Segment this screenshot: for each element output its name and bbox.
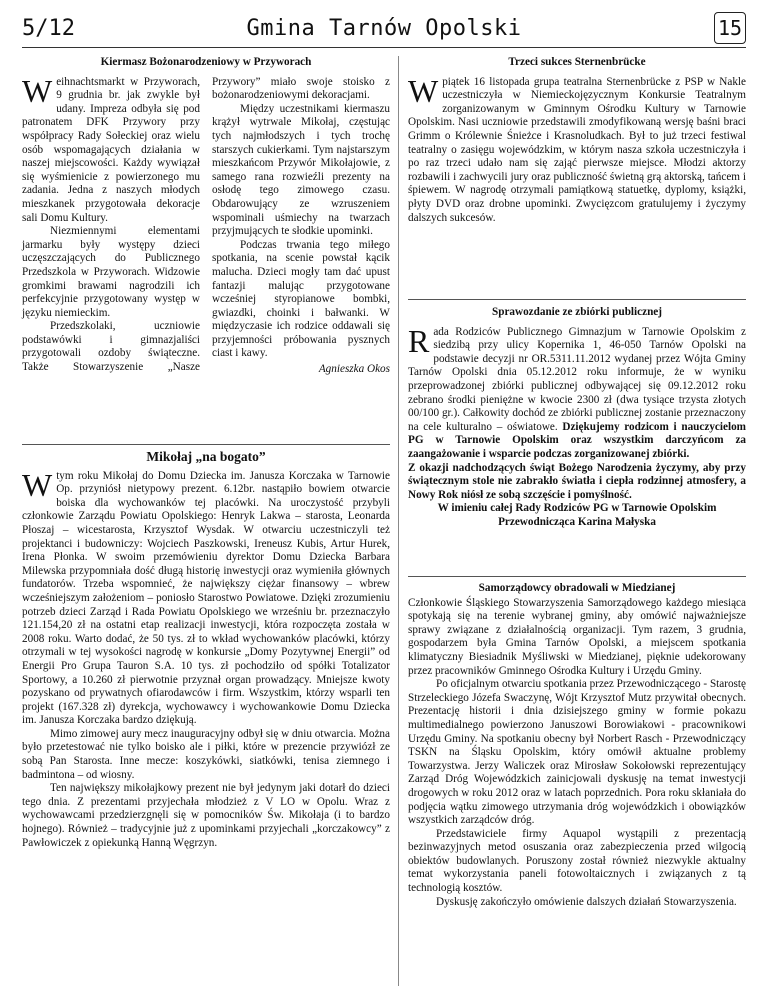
- column-divider: [398, 56, 399, 986]
- page-header: [22, 10, 746, 46]
- article-title: Trzeci sukces Sternenbrücke: [508, 56, 646, 68]
- paragraph: Niezmiennymi elementami jarmarku były występy dzieci uczęszczających do Publicznego Przedszkola w Przyworach. Widzowie gromkimi brawami nagrodzili ich perfekcyjnie przygotowany występ w języku niemieckim.: [22, 225, 200, 319]
- wishes-text: Z okazji nadchodzących świąt Bożego Narodzenia życzymy, aby przy świątecznym stole nie zabrakło światła i ciepła rodzinnej atmosfery, a Nowy Rok niósł ze sobą szczęście i pomyślność.: [408, 461, 746, 501]
- paragraph: Mimo zimowej aury mecz inauguracyjny odbył się w dniu otwarcia. Można było przetestować nie tylko boisko ale i piłki, które w prezencie przywiózł ze sobą Pan Starosta. Inne mecze: koszykówki, siatkówki, tenisa ziemnego i badmintona – od wiosny.: [22, 727, 390, 781]
- article-samorzadowcy: [408, 582, 746, 909]
- paragraph: Podczas trwania tego miłego spotkania, na scenie powstał kącik malucha. Dzieci mogły tam dać upust fantazji malując przygotowane wcześniej styropianowe bombki, gwiazdki, choinki i bałwanki. W międzyczasie ich rodzice oddawali się przyjemności próbowania pysznych ciast i kawy.: [212, 238, 390, 360]
- paragraph: Członkowie Śląskiego Stowarzyszenia Samorządowego każdego miesiąca spotykają się na terenie wybranej gminy, aby omówić najważniejsze sprawy związane z działalnością organizacji. Tym razem, 3 grudnia, gospodarzem była Gmina Tarnów Opolski, a miejscem spotkania klimatyczny Biesiadnik Myśliwski w Miedzianej, pięknie udekorowany przez pracowników Gminnego Ośrodka Kultury i Urzędu Gminy.: [408, 596, 746, 677]
- paragraph: Dyskusję zakończyło omówienie dalszych działań Stowarzyszenia.: [436, 895, 737, 908]
- article-title: Sprawozdanie ze zbiórki publicznej: [492, 306, 662, 318]
- signature-name: Przewodnicząca Karina Małyska: [498, 515, 656, 528]
- header-rule: [22, 47, 746, 48]
- paragraph: Po oficjalnym otwarciu spotkania przez Przewodniczącego - Starostę Strzeleckiego Józefa Swaczynę, Wójt Krzysztof Mutz przywitał obecnych. Prezentację historii i dnia dzisiejszego gminy w formie pokazu multimedialnego powierzono Januszowi Borowiakowi - pracownikowi Urzędu Gminy. Na spotkaniu obecny był Norbert Rasch - Przewodniczący TSKN na Śląsku Opolskim, który omówił aktualne problemy Towarzystwa. Jerzy Waliczek oraz Mirosław Sokołowski reprezentujący Zarząd Dróg Wojewódzkich zainicjowali dyskusję na temat inwestycji drogowych w roku 2012 oraz w latach poprzednich. Pora roku skłaniała do podjęcia wątku zimowego utrzymania dróg wojewódzkich i obowiązków wszystkich zarządców dróg.: [408, 678, 746, 827]
- drop-cap: W: [22, 466, 53, 503]
- drop-cap: W: [408, 72, 439, 109]
- paragraph: Między uczestnikami kiermaszu krążył wytrwale Mikołaj, częstując tych najmłodszych i tych trochę starszych cukierkami. Tym najstarszym mieszkańcom Przywór Mikołajowie, z samego rana rozwieźli prezenty na osłodę tego zimowego czasu. Obdarowujący ze wzruszeniem wspominali uśmiechy na twarzach przyjmujących te słodkie upominki.: [212, 102, 390, 238]
- article-title: Kiermasz Bożonarodzeniowy w Przyworach: [100, 56, 312, 68]
- paragraph: ada Rodziców Publicznego Gimnazjum w Tarnowie Opolskim z siedzibą przy ulicy Kopernika 1, 46-050 Tarnów Opolski na podstawie decyzji nr OR.5311.11.2012 wydanej przez Wójta Gminy Tarnów Opolski dnia 05.12.2012 roku informuje, że w wyniku przeprowadzonej zbiórki publicznej odbywającej się 09.12.2012 roku zebrano środki pieniężne w kwocie 2300 zł (dwa tysiące trzysta złotych 00/100 gr.). Całkowity dochód ze zbiórki publicznej zostanie przeznaczony na cele kulturalno – oświatowe.: [408, 325, 746, 433]
- article-separator: [408, 299, 746, 300]
- paragraph: Przedszkolaki, uczniowie podstawówki i gimnazjaliści przygotowali ozdoby świąteczne. Także Stowarzyszenie „Nasze Przywory” miało swoje stoisko z bożonarodzeniowymi dekoracjami.: [22, 75, 390, 374]
- article-separator: [22, 444, 390, 445]
- article-sternenbrucke: [408, 56, 746, 225]
- paragraph: Przedstawiciele firmy Aquapol wystąpili z prezentacją bezinwazyjnych metod osuszania oraz zabezpieczenia przed wilgocią obiektów budowlanych. Poruszony został również niezwykle aktualny temat wykorzystania paneli fotowoltaicznych i związanych z tą technologią kosztów.: [408, 827, 746, 895]
- paragraph: eihnachtsmarkt w Przyworach, 9 grudnia br. jak zwykle był udany. Impreza odbyła się pod patronatem DFK Przywory przy współpracy Rady Sołeckiej oraz wielu osób wspomagających działania w naszej miejscowości. Każdy wywiązał się wyśmienicie z powierzonego mu zadania. Jedna z naszych młodych mieszkanek przygotowała dekoracje sali Domu Kultury.: [22, 75, 200, 224]
- paragraph: tym roku Mikołaj do Domu Dziecka im. Janusza Korczaka w Tarnowie Op. przyniósł nietypowy prezent. 6.12br. nastąpiło bowiem otwarcie boiska dla wychowanków tej placówki. Na uroczystość przybyli członkowie Zarządu Powiatu Opolskiego: Henryk Lakwa – starosta, Leonarda Płoszaj – wicestarosta, Krzysztof Wysdak. W otwarciu uczestniczyli też projektanci i budowniczy: Wojciech Paszkowski, Ireneusz Kubis, Artur Hurek, Irena Płonka. W swoim przemówieniu dyrektor Domu Dziecka Barbara Milewska przypomniała dość długą historię inwestycji oraz wymieniła głównych fundatorów. Trzeba wspomnieć, że największy ciężar finansowy – wbrew wcześniejszym założeniom – poniosło Starostwo Powiatowe. Dzięki zrozumieniu potrzeb dzieci Zarząd i Rada Powiatu Opolskiego we wrześniu br. przeznaczyło 121.154,20 zł na ostatni etap realizacji inwestycji, która rozpoczęta została w 2008 roku. Warto dodać, że 50 tys. zł to wkład wychowanków placówki, którzy otrzymali w tej wysokości nagrodę w konkursie „Domy Pozytywnej Energii” od Energii Pro Grupa Tauron S.A. 10 tys. zł pochodziło od spółki Totalizator Sportowy, a 10.260 zł pierwotnie przyznał organ prowadzący. Mniejsze kwoty pozyskano od prywatnych ofiarodawców i firm. Wszystkim, którzy wsparli ten projekt (167.328 zł) dyrekcja, wychowawcy i wychowankowie Domu Dziecka im. Janusza Korczaka bardzo dziękują.: [22, 469, 390, 727]
- paragraph: piątek 16 listopada grupa teatralna Sternenbrücke z PSP w Nakle uczestniczyła w Niemieckojęzycznym Konkursie Teatralnym zorganizowanym w Gminnym Ośrodku Kultury w Tarnowie Opolskim. Nasi uczniowie przedstawili zmodyfikowaną wersję baśni braci Grimm o Królewnie Śnieżce i Krasnoludkach. Był to już trzeci festiwal teatralny o zasięgu wojewódzkim, w którym nasza szkoła uczestniczyła i po raz trzeci udało nam się zająć pierwsze miejsce. Młodzi aktorzy rozbawili i zachwycili jury oraz publiczność świetną grą aktorską, tańcem i śpiewem. W nagrodę otrzymali pamiątkową statuetkę, dyplomy, książki, płyty DVD oraz drobne upominki. Zwycięzcom gratulujemy i życzymy dalszych sukcesów.: [408, 75, 746, 224]
- article-title: Samorządowcy obradowali w Miedzianej: [478, 582, 676, 594]
- article-separator: [408, 576, 746, 577]
- thanks-text: Dziękujemy rodzicom i nauczycielom PG w Tarnowie Opolskim oraz wszystkim darczyńcom za zaangażowanie i wsparcie podczas zorganizowanej zbiórki.: [408, 420, 746, 460]
- article-zbiorka: [408, 306, 746, 530]
- article-kiermasz: [22, 56, 390, 377]
- signature-line: W imieniu całej Rady Rodziców PG w Tarnowie Opolskim: [437, 502, 717, 515]
- article-mikolaj: [22, 450, 390, 850]
- article-title: Mikołaj „na bogato”: [146, 449, 266, 464]
- drop-cap: R: [408, 322, 430, 359]
- article-signature: Agnieszka Okos: [318, 363, 390, 376]
- drop-cap: W: [22, 72, 53, 109]
- paragraph: Ten największy mikołajkowy prezent nie był jedynym jaki dotarł do dzieci tego dnia. Z prezentami przyjechała młodzież z V LO w Opolu. Wraz z wychowawcami przedzierzgnęli się w pomocników Św. Mikołaja (i to bardzo hojnego). Również – tradycyjnie już z upominkami przyjechali „korczakowcy” z Pawłowiczek z opiekunką Hanną Węgrzyn.: [22, 782, 390, 849]
- article-body: [22, 72, 390, 377]
- page-number: 15: [714, 12, 746, 44]
- issue-number: 5/12: [22, 16, 75, 41]
- newsletter-title: Gmina Tarnów Opolski: [246, 16, 522, 41]
